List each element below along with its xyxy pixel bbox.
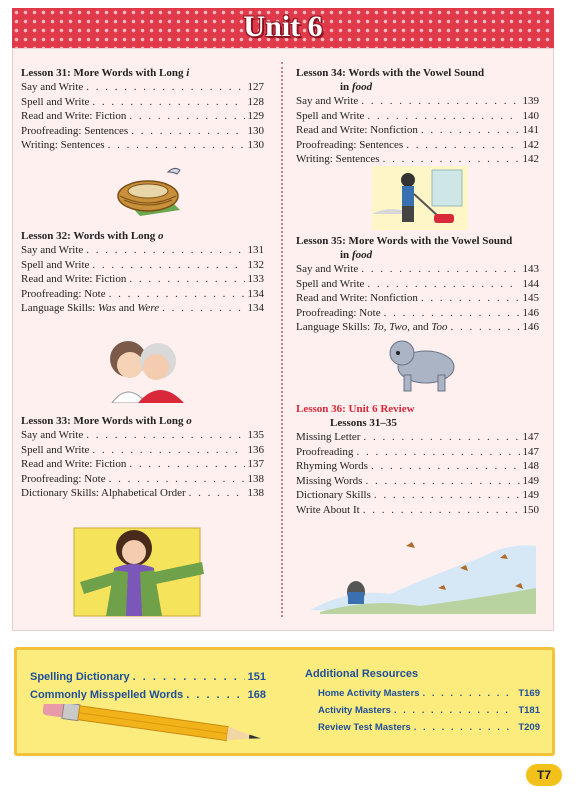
lesson-heading: Lesson 31: More Words with Long i bbox=[21, 67, 190, 79]
lesson-subheading: in food bbox=[340, 249, 373, 261]
toc-row[interactable]: Dictionary Skills: Alphabetical Order . . . 138 bbox=[21, 486, 264, 501]
toc-row[interactable]: Missing Words . . . 149 bbox=[296, 474, 539, 489]
bird-nest-icon bbox=[110, 160, 186, 222]
toc-row[interactable]: Spell and Write . . . 140 bbox=[296, 109, 539, 124]
resource-item[interactable]: Review Test Masters . . . T209 bbox=[318, 719, 540, 736]
lesson-subheading: Lessons 31–35 bbox=[330, 417, 397, 429]
toc-row[interactable]: Say and Write . . . 127 bbox=[21, 80, 264, 95]
mole-in-leaves-icon bbox=[310, 528, 540, 614]
lesson-36 bbox=[296, 402, 539, 518]
toc-row[interactable]: Proofreading: Sentences . . . 142 bbox=[296, 138, 539, 153]
toc-row[interactable]: Spell and Write . . . 144 bbox=[296, 277, 539, 292]
toc-row[interactable]: Spell and Write . . . 128 bbox=[21, 95, 264, 110]
toc-row[interactable]: Read and Write: Fiction . . . 129 bbox=[21, 109, 264, 124]
unit-banner bbox=[12, 8, 554, 48]
toc-row[interactable]: Language Skills: Was and Were . . . 134 bbox=[21, 301, 264, 316]
lesson-subheading: in food bbox=[340, 81, 373, 93]
toc-row[interactable]: Writing: Sentences . . . 142 bbox=[296, 152, 539, 167]
toc-row[interactable]: Spell and Write . . . 136 bbox=[21, 443, 264, 458]
lesson-heading: Lesson 34: Words with the Vowel Sound bbox=[296, 67, 485, 79]
toc-row[interactable]: Say and Write . . . 135 bbox=[21, 428, 264, 443]
toc-row[interactable]: Writing: Sentences . . . 130 bbox=[21, 138, 264, 153]
toc-row[interactable]: Proofreading: Sentences . . . 130 bbox=[21, 124, 264, 139]
page-number-badge: T7 bbox=[526, 764, 562, 786]
toc-row[interactable]: Say and Write . . . 139 bbox=[296, 94, 539, 109]
toc-row[interactable]: Read and Write: Nonfiction . . . 145 bbox=[296, 291, 539, 306]
toc-row[interactable]: Read and Write: Nonfiction . . . 141 bbox=[296, 123, 539, 138]
boy-vacuuming-icon bbox=[372, 166, 468, 230]
shaggy-dog-icon bbox=[386, 335, 456, 393]
resource-item[interactable]: Home Activity Masters . . . T169 bbox=[318, 685, 540, 702]
additional-resources-title: Additional Resources bbox=[305, 668, 419, 680]
pencil-icon bbox=[36, 704, 268, 744]
column-divider bbox=[281, 62, 283, 617]
additional-resources-list bbox=[318, 685, 540, 736]
toc-row[interactable]: Proofreading: Note . . . 138 bbox=[21, 472, 264, 487]
toc-row[interactable]: Missing Letter . . . 147 bbox=[296, 430, 539, 445]
toc-row[interactable]: Proofreading: Note . . . 146 bbox=[296, 306, 539, 321]
toc-row[interactable]: Read and Write: Fiction . . . 137 bbox=[21, 457, 264, 472]
toc-row[interactable]: Read and Write: Fiction . . . 133 bbox=[21, 272, 264, 287]
lesson-34 bbox=[296, 66, 539, 167]
toc-row[interactable]: Rhyming Words . . . 148 bbox=[296, 459, 539, 474]
back-matter-item[interactable]: Commonly Misspelled Words . . . 168 bbox=[30, 686, 266, 704]
resource-item[interactable]: Activity Masters . . . T181 bbox=[318, 702, 540, 719]
girl-in-coat-icon bbox=[70, 520, 212, 620]
toc-row[interactable]: Proofreading: Note . . . 134 bbox=[21, 287, 264, 302]
toc-row[interactable]: Spell and Write . . . 132 bbox=[21, 258, 264, 273]
toc-row[interactable]: Dictionary Skills . . . 149 bbox=[296, 488, 539, 503]
toc-row[interactable]: Say and Write . . . 143 bbox=[296, 262, 539, 277]
lesson-heading: Lesson 33: More Words with Long o bbox=[21, 415, 192, 427]
lesson-33 bbox=[21, 414, 264, 501]
grandmother-and-girl-icon bbox=[98, 333, 194, 403]
lesson-heading: Lesson 36: Unit 6 Review bbox=[296, 403, 415, 415]
lesson-heading: Lesson 32: Words with Long o bbox=[21, 230, 164, 242]
unit-title: Unit 6 bbox=[243, 10, 323, 43]
toc-row[interactable]: Say and Write . . . 131 bbox=[21, 243, 264, 258]
toc-row[interactable]: Write About It . . . 150 bbox=[296, 503, 539, 518]
lesson-heading: Lesson 35: More Words with the Vowel Sound bbox=[296, 235, 513, 247]
toc-row[interactable]: Language Skills: To, Two, and Too . . . 146 bbox=[296, 320, 539, 335]
back-matter-list bbox=[30, 668, 266, 704]
back-matter-item[interactable]: Spelling Dictionary . . . 151 bbox=[30, 668, 266, 686]
lesson-35 bbox=[296, 234, 539, 335]
toc-row[interactable]: Proofreading . . . 147 bbox=[296, 445, 539, 460]
lesson-32 bbox=[21, 229, 264, 316]
lesson-31 bbox=[21, 66, 264, 153]
